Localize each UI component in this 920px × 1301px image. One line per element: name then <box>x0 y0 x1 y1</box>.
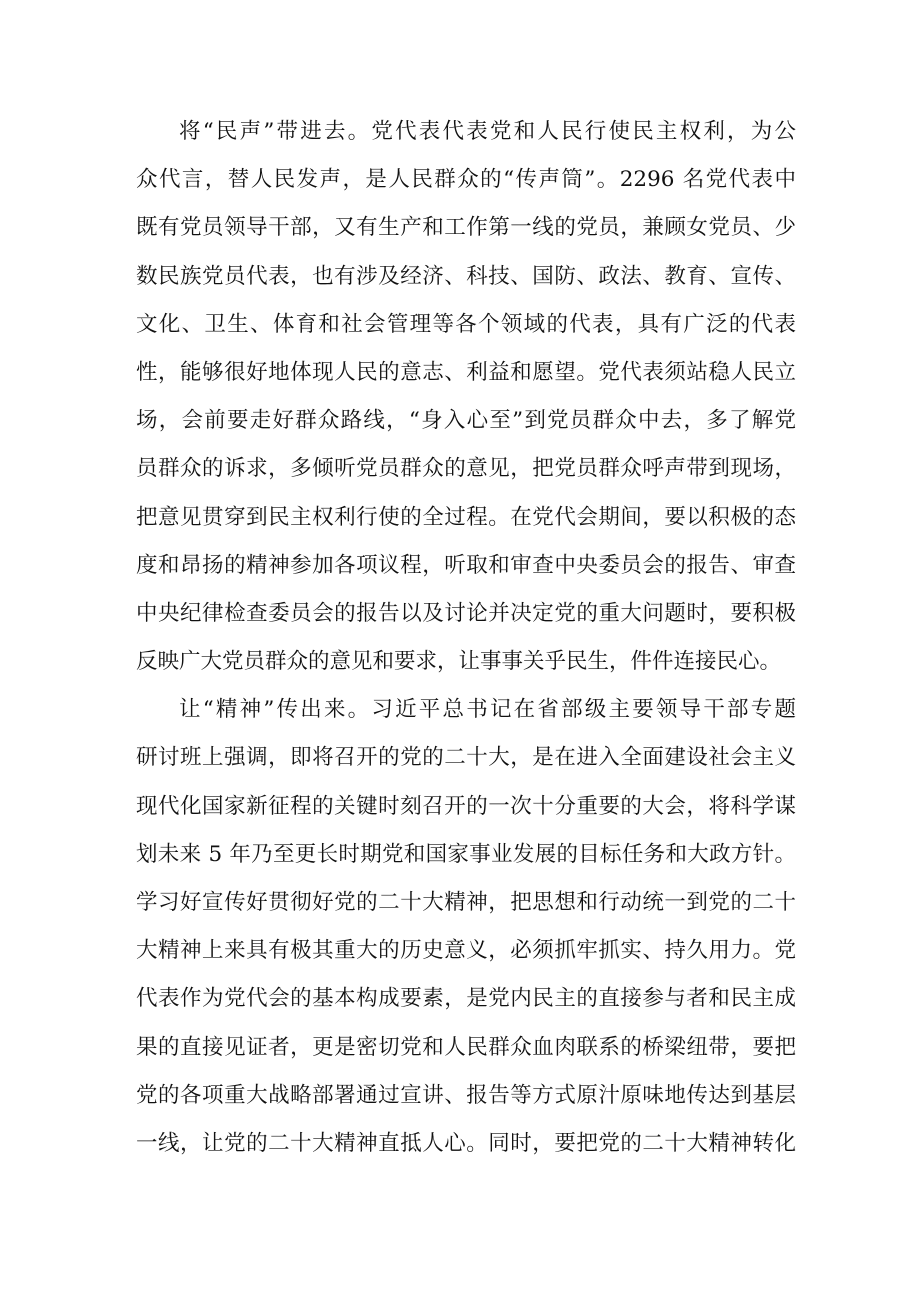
text-line: 一线，让党的二十大精神直抵人心。同时，要把党的二十大精神转化 <box>136 1130 796 1156</box>
text-line: 文化、卫生、体育和社会管理等各个领域的代表，具有广泛的代表 <box>136 311 796 337</box>
text-line: 将“民声”带进去。党代表代表党和人民行使民主权利，为公 <box>179 119 796 144</box>
text-line: 众代言，替人民发声，是人民群众的“传声筒”。2296 名党代表中 <box>136 167 796 193</box>
text-line: 数民族党员代表，也有涉及经济、科技、国防、政法、教育、宣传、 <box>136 263 796 289</box>
text-line: 把意见贯穿到民主权利行使的全过程。在党代会期间，要以积极的态 <box>136 504 796 530</box>
text-line: 反映广大党员群众的意见和要求，让事事关乎民生，件件连接民心。 <box>136 649 782 675</box>
document-body <box>136 108 796 1168</box>
text-line: 让“精神”传出来。习近平总书记在省部级主要领导干部专题 <box>179 697 796 723</box>
text-line: 既有党员领导干部，又有生产和工作第一线的党员，兼顾女党员、少 <box>136 215 796 241</box>
paragraph-1 <box>136 108 796 686</box>
text-line: 果的直接见证者，更是密切党和人民群众血肉联系的桥梁纽带，要把 <box>136 1034 796 1060</box>
text-line: 划未来 5 年乃至更长时期党和国家事业发展的目标任务和大政方针。 <box>136 841 796 867</box>
text-line: 代表作为党代会的基本构成要素，是党内民主的直接参与者和民主成 <box>136 986 796 1012</box>
text-line: 性，能够很好地体现人民的意志、利益和愿望。党代表须站稳人民立 <box>136 359 796 385</box>
text-line: 中央纪律检查委员会的报告以及讨论并决定党的重大问题时，要积极 <box>136 600 796 626</box>
text-line: 场，会前要走好群众路线，“身入心至”到党员群众中去，多了解党 <box>136 408 796 434</box>
text-line: 研讨班上强调，即将召开的党的二十大，是在进入全面建设社会主义 <box>136 745 796 771</box>
text-line: 员群众的诉求，多倾听党员群众的意见，把党员群众呼声带到现场， <box>136 456 796 482</box>
text-line: 度和昂扬的精神参加各项议程，听取和审查中央委员会的报告、审查 <box>136 552 796 578</box>
text-line: 现代化国家新征程的关键时刻召开的一次十分重要的大会，将科学谋 <box>136 793 796 819</box>
text-line: 学习好宣传好贯彻好党的二十大精神，把思想和行动统一到党的二十 <box>136 890 796 915</box>
text-line: 党的各项重大战略部署通过宣讲、报告等方式原汁原味地传达到基层 <box>136 1082 796 1108</box>
paragraph-2 <box>136 686 796 1168</box>
text-line: 大精神上来具有极其重大的历史意义，必须抓牢抓实、持久用力。党 <box>136 938 796 964</box>
